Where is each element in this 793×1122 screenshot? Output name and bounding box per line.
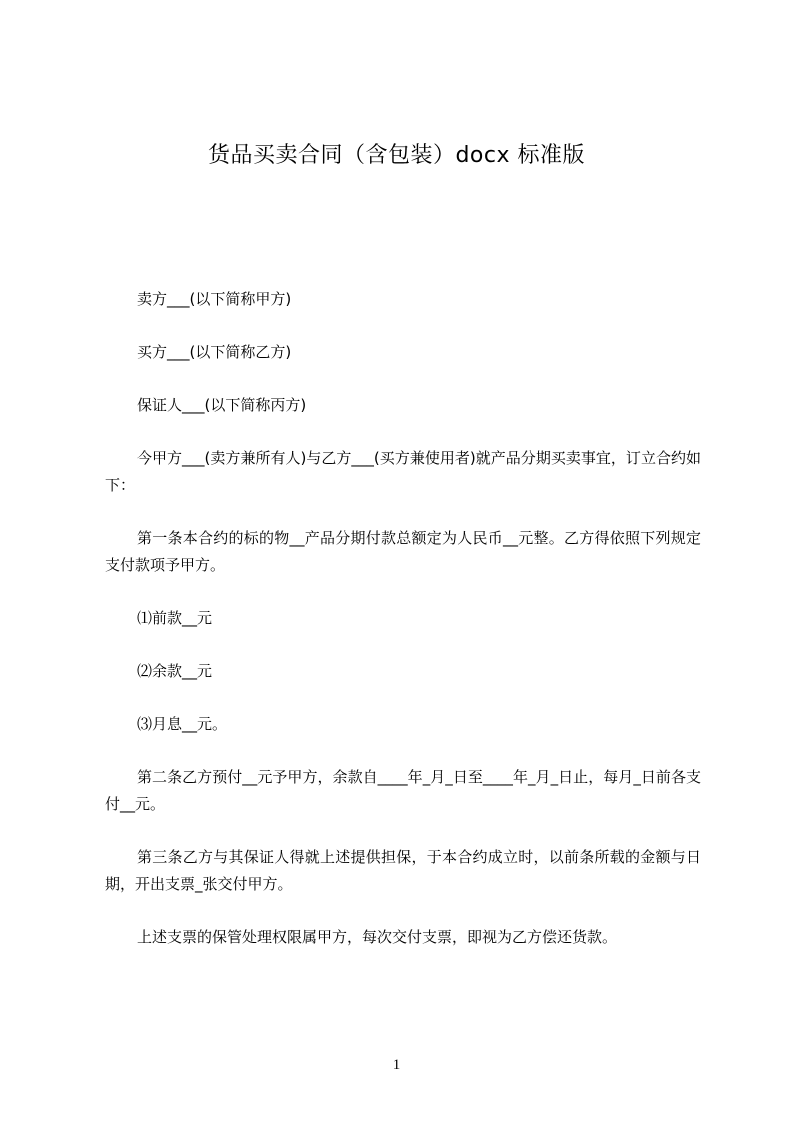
document-body <box>105 286 701 977</box>
paragraph-item-3: ⑶月息__元。 <box>137 715 228 733</box>
paragraph-seller: 卖方___(以下简称甲方) <box>137 290 292 308</box>
paragraph-item-1: ⑴前款__元 <box>137 609 213 627</box>
paragraph-preamble: 今甲方___(卖方兼所有人)与乙方___(买方兼使用者)就产品分期买卖事宜，订立合约如下： <box>105 449 701 494</box>
paragraph-cheque-note: 上述支票的保管处理权限属甲方，每次交付支票，即视为乙方偿还货款。 <box>137 928 618 946</box>
paragraph-buyer: 买方___(以下简称乙方) <box>137 343 292 361</box>
paragraph-guarantor: 保证人___(以下简称丙方) <box>137 396 307 414</box>
paragraph-article-1: 第一条本合约的标的物__产品分期付款总额定为人民币__元整。乙方得依照下列规定支付款项予甲方。 <box>105 529 701 574</box>
document-title: 货品买卖合同（含包装）docx 标准版 <box>207 143 586 168</box>
page-number: 1 <box>392 1057 401 1073</box>
paragraph-item-2: ⑵余款__元 <box>137 662 213 680</box>
paragraph-article-2: 第二条乙方预付__元予甲方，余款自____年_月_日至____年_月_日止，每月_日前各支付__元。 <box>105 768 701 813</box>
paragraph-article-3: 第三条乙方与其保证人得就上述提供担保，于本合约成立时，以前条所载的金额与日期，开出支票_张交付甲方。 <box>105 848 701 893</box>
